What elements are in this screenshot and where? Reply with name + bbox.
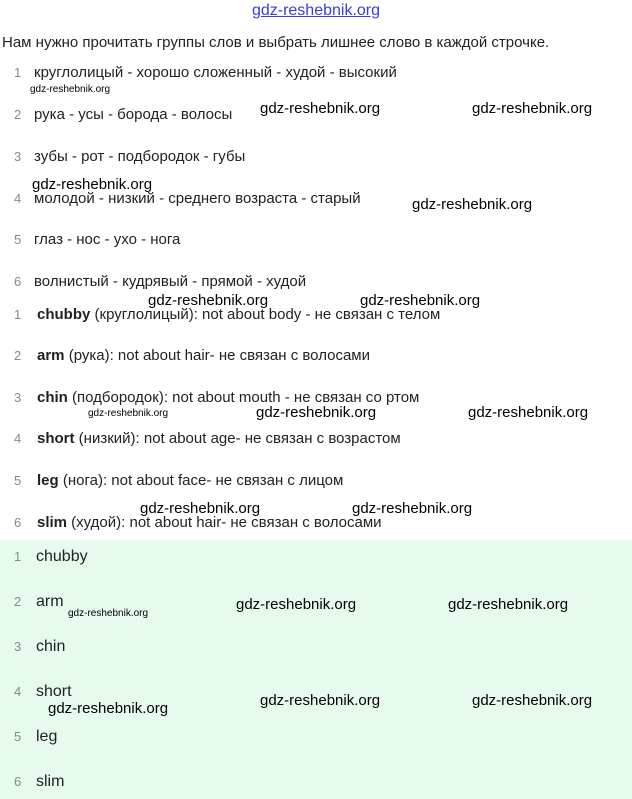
item-number: 1: [14, 307, 22, 322]
item-number: 1: [14, 65, 22, 80]
item-number: 2: [14, 594, 22, 609]
watermark: gdz-reshebnik.org: [148, 292, 269, 309]
word-group: глаз - нос - ухо - нога: [34, 231, 181, 248]
explanation-text: [37, 430, 401, 447]
item-number: 3: [14, 390, 22, 405]
word-group: зубы - рот - подбородок - губы: [34, 148, 246, 165]
word-group: волнистый - кудрявый - прямой - худой: [34, 273, 307, 290]
watermark: gdz-reshebnik.org: [30, 84, 111, 95]
watermark: gdz-reshebnik.org: [48, 700, 169, 717]
word-group: круглолицый - хорошо сложенный - худой - высокий: [34, 64, 397, 81]
odd-word: arm: [37, 347, 65, 364]
explanation-detail: (подбородок): not about mouth - не связан со ртом: [67, 389, 420, 406]
answer-panel: [0, 540, 632, 799]
item-number: 6: [14, 274, 22, 289]
answer-word: leg: [36, 728, 58, 745]
item-number: 4: [14, 684, 22, 699]
watermark: gdz-reshebnik.org: [256, 404, 377, 421]
watermark: gdz-reshebnik.org: [68, 608, 149, 619]
explanation-detail: (худой): not about hair- не связан с волосами: [67, 514, 382, 531]
site-header-link[interactable]: gdz-reshebnik.org: [251, 2, 381, 19]
watermark: gdz-reshebnik.org: [448, 596, 569, 613]
explanation-detail: (круглолицый): not about body - не связан с телом: [90, 306, 441, 323]
watermark: gdz-reshebnik.org: [236, 596, 357, 613]
odd-word: short: [37, 430, 75, 447]
item-number: 6: [14, 515, 22, 530]
odd-word: slim: [37, 514, 68, 531]
odd-word: leg: [37, 472, 59, 489]
item-number: 5: [14, 473, 22, 488]
explanation-detail: (рука): not about hair- не связан с волосами: [64, 347, 370, 364]
answer-word: slim: [36, 773, 65, 790]
answer-word: chubby: [36, 548, 88, 565]
watermark: gdz-reshebnik.org: [260, 692, 381, 709]
item-number: 2: [14, 107, 22, 122]
watermark: gdz-reshebnik.org: [260, 100, 381, 117]
watermark: gdz-reshebnik.org: [88, 408, 169, 419]
watermark: gdz-reshebnik.org: [472, 100, 593, 117]
explanation-text: [37, 347, 370, 364]
word-group: молодой - низкий - среднего возраста - старый: [34, 190, 361, 207]
odd-word: chin: [37, 389, 68, 406]
answer-word: short: [36, 683, 72, 700]
explanation-detail: (нога): not about face- не связан с лицом: [58, 472, 344, 489]
item-number: 4: [14, 431, 22, 446]
watermark: gdz-reshebnik.org: [140, 500, 261, 517]
watermark: gdz-reshebnik.org: [468, 404, 589, 421]
odd-word: chubby: [37, 306, 91, 323]
item-number: 5: [14, 232, 22, 247]
item-number: 1: [14, 549, 22, 564]
watermark: gdz-reshebnik.org: [412, 196, 533, 213]
item-number: 2: [14, 348, 22, 363]
task-instruction: Нам нужно прочитать группы слов и выбрать лишнее слово в каждой строчке.: [2, 34, 550, 51]
watermark: gdz-reshebnik.org: [360, 292, 481, 309]
word-group: рука - усы - борода - волосы: [34, 106, 233, 123]
answer-word: chin: [36, 638, 66, 655]
watermark: gdz-reshebnik.org: [352, 500, 473, 517]
item-number: 6: [14, 774, 22, 789]
answer-word: arm: [36, 593, 64, 610]
item-number: 5: [14, 729, 22, 744]
item-number: 4: [14, 191, 22, 206]
item-number: 3: [14, 149, 22, 164]
explanation-text: [37, 472, 343, 489]
watermark: gdz-reshebnik.org: [32, 176, 153, 193]
explanation-detail: (низкий): not about age- не связан с возрастом: [74, 430, 401, 447]
item-number: 3: [14, 639, 22, 654]
watermark: gdz-reshebnik.org: [472, 692, 593, 709]
